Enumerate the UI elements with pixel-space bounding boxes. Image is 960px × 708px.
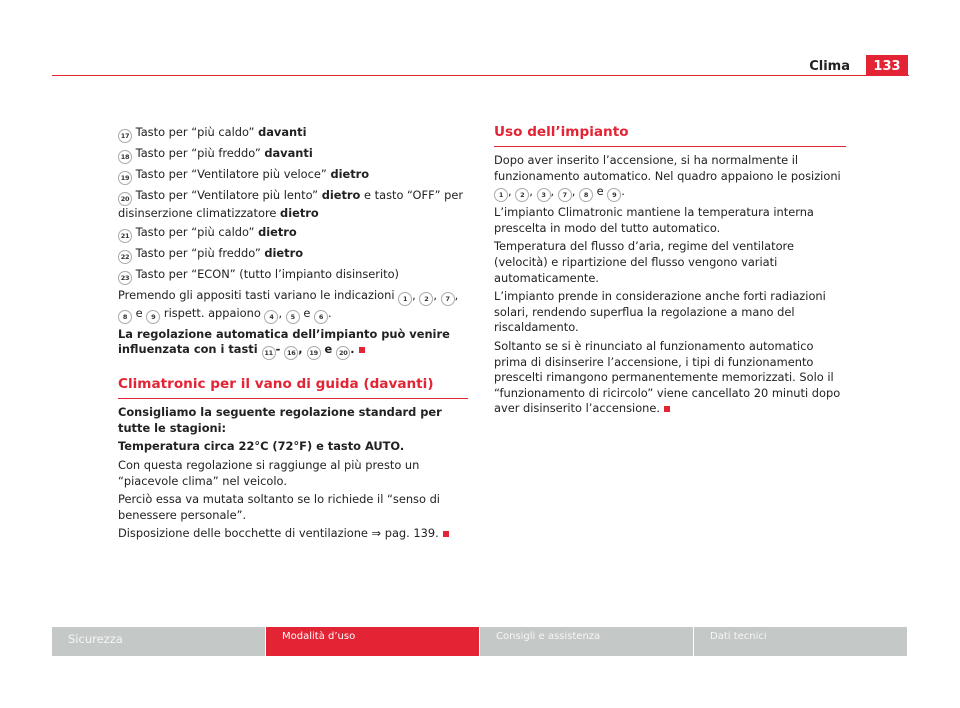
recommendation-text: Consigliamo la seguente regolazione standard per tutte le stagioni: — [118, 405, 442, 435]
list-item — [118, 125, 468, 143]
note-text: La regolazione automatica dell’impianto può venire influenzata con i tasti — [118, 326, 450, 357]
callout-number: 2 — [515, 188, 529, 202]
callout-number: 20 — [336, 346, 350, 360]
item-text-bold: dietro — [330, 167, 370, 181]
callout-number: 9 — [607, 188, 621, 202]
end-marker — [664, 406, 670, 412]
separator: , — [298, 342, 303, 357]
item-text: Tasto per “più freddo” — [135, 146, 265, 160]
separator: e — [132, 305, 143, 320]
item-text: e tasto “OFF” per disinserzione climatizzatore — [118, 188, 464, 220]
item-text: Tasto per “più caldo” — [135, 125, 259, 139]
footer-tab-dati-tecnici[interactable]: Dati tecnici — [694, 627, 907, 656]
callout-number: 16 — [284, 346, 298, 360]
callout-number: 6 — [314, 310, 328, 324]
paragraph-text: rispett. appaiono — [160, 305, 261, 320]
item-text-bold: dietro — [264, 245, 304, 260]
list-item — [118, 167, 468, 185]
separator: e — [299, 305, 311, 320]
callout-number: 5 — [286, 310, 300, 324]
callout-number: 2 — [419, 292, 433, 306]
separator: e — [593, 184, 604, 199]
vents-reference: Disposizione delle bocchette di ventilazione ⇒ pag. 139. — [118, 526, 439, 541]
item-text: Tasto per “più freddo” — [135, 245, 265, 260]
separator: , — [433, 287, 437, 302]
callout-number: 18 — [118, 150, 132, 164]
callout-number: 9 — [146, 310, 160, 324]
item-text-bold: dietro — [258, 224, 297, 239]
item-text: Tasto per “ECON” (tutto l’impianto disinserito) — [135, 266, 399, 281]
callout-number: 4 — [264, 310, 278, 324]
footer-tab-consigli[interactable]: Consigli e assistenza — [480, 627, 693, 656]
list-item — [118, 267, 468, 285]
paragraph: Perciò essa va mutata soltanto se lo richiede il “senso di benessere personale”. — [118, 492, 440, 522]
paragraph: Con questa regolazione si raggiunge al più presto un “piacevole clima” nel veicolo. — [118, 457, 420, 488]
paragraph-text: Dopo aver inserito l’accensione, si ha normalmente il funzionamento automatico. Nel quadro appaiono le posizioni — [494, 153, 841, 183]
list-item — [118, 246, 468, 264]
callout-number: 19 — [118, 171, 132, 185]
item-text: Tasto per “più caldo” — [135, 224, 259, 239]
callout-number: 17 — [118, 129, 132, 143]
right-column — [494, 124, 846, 420]
separator: . — [327, 305, 332, 320]
separator: , — [454, 287, 459, 302]
paragraph — [494, 153, 846, 202]
paragraph-text: Soltanto se si è rinunciato al funzionamento automatico prima di disinserire l’accensione, i tipi di funzionamento prescelti rimangono permanentemente memorizzati. Solo il “funzionamento di ricircolo” viene cancellato 20 minuti dopo aver disinserito l’accensione. — [494, 338, 841, 416]
callout-number: 21 — [118, 229, 132, 243]
paragraph — [494, 339, 846, 417]
list-item — [118, 188, 468, 222]
item-text-bold: dietro — [280, 206, 319, 220]
end-marker — [359, 347, 365, 353]
item-text: Tasto per “Ventilatore più veloce” — [135, 167, 331, 181]
callout-number: 11 — [262, 346, 276, 360]
callout-number: 1 — [398, 292, 412, 306]
end-marker — [443, 531, 449, 537]
section-title-climatronic: Climatronic per il vano di guida (davanti) — [118, 376, 468, 399]
left-column — [118, 125, 468, 545]
separator: , — [412, 287, 416, 302]
separator: , — [571, 184, 576, 199]
paragraph: L’impianto Climatronic mantiene la temperatura interna prescelta in modo del tutto automatico. — [494, 205, 814, 235]
item-text: Tasto per “Ventilatore più lento” — [135, 188, 322, 202]
separator: . — [621, 184, 625, 199]
callout-number: 19 — [307, 346, 321, 360]
callout-number: 23 — [118, 271, 132, 285]
paragraph-text: Premendo gli appositi tasti variano le indicazioni — [118, 287, 395, 302]
separator: , — [529, 184, 533, 199]
paragraph — [118, 526, 468, 542]
item-text-bold: davanti — [258, 125, 307, 139]
indicators-paragraph — [118, 288, 468, 324]
paragraph: L’impianto prende in considerazione anche forti radiazioni solari, rendendo superflua la regolazione a mano del riscaldamento. — [494, 289, 826, 335]
callout-number: 22 — [118, 250, 132, 264]
callout-number: 7 — [558, 188, 572, 202]
separator: , — [278, 305, 283, 320]
separator: , — [508, 184, 512, 199]
separator: , — [550, 184, 555, 199]
footer-tab-sicurezza[interactable]: Sicurezza — [52, 627, 265, 656]
callout-number: 20 — [118, 192, 132, 206]
separator: - — [275, 342, 281, 357]
header-rule — [52, 75, 909, 76]
callout-number: 8 — [118, 310, 132, 324]
list-item — [118, 225, 468, 243]
automatic-note — [118, 327, 468, 361]
page-number: 133 — [866, 55, 908, 76]
callout-number: 7 — [441, 292, 455, 306]
paragraph: Temperatura del flusso d’aria, regime del ventilatore (velocità) e ripartizione del flusso vengono variati automaticamente. — [494, 239, 794, 285]
footer-nav — [52, 627, 908, 656]
callout-number: 1 — [494, 188, 508, 202]
footer-tab-modalita-uso[interactable]: Modalità d’uso — [266, 627, 479, 656]
callout-number: 8 — [579, 188, 593, 202]
section-title-usage: Uso dell’impianto — [494, 124, 846, 147]
temperature-setting: Temperatura circa 22°C (72°F) e tasto AUTO. — [118, 439, 405, 454]
separator: e — [324, 342, 333, 357]
callout-number: 3 — [537, 188, 551, 202]
item-text-bold: dietro — [321, 188, 361, 202]
item-text-bold: davanti — [264, 146, 313, 160]
page-header-title: Clima — [809, 59, 850, 74]
separator: . — [350, 342, 355, 357]
list-item — [118, 146, 468, 164]
